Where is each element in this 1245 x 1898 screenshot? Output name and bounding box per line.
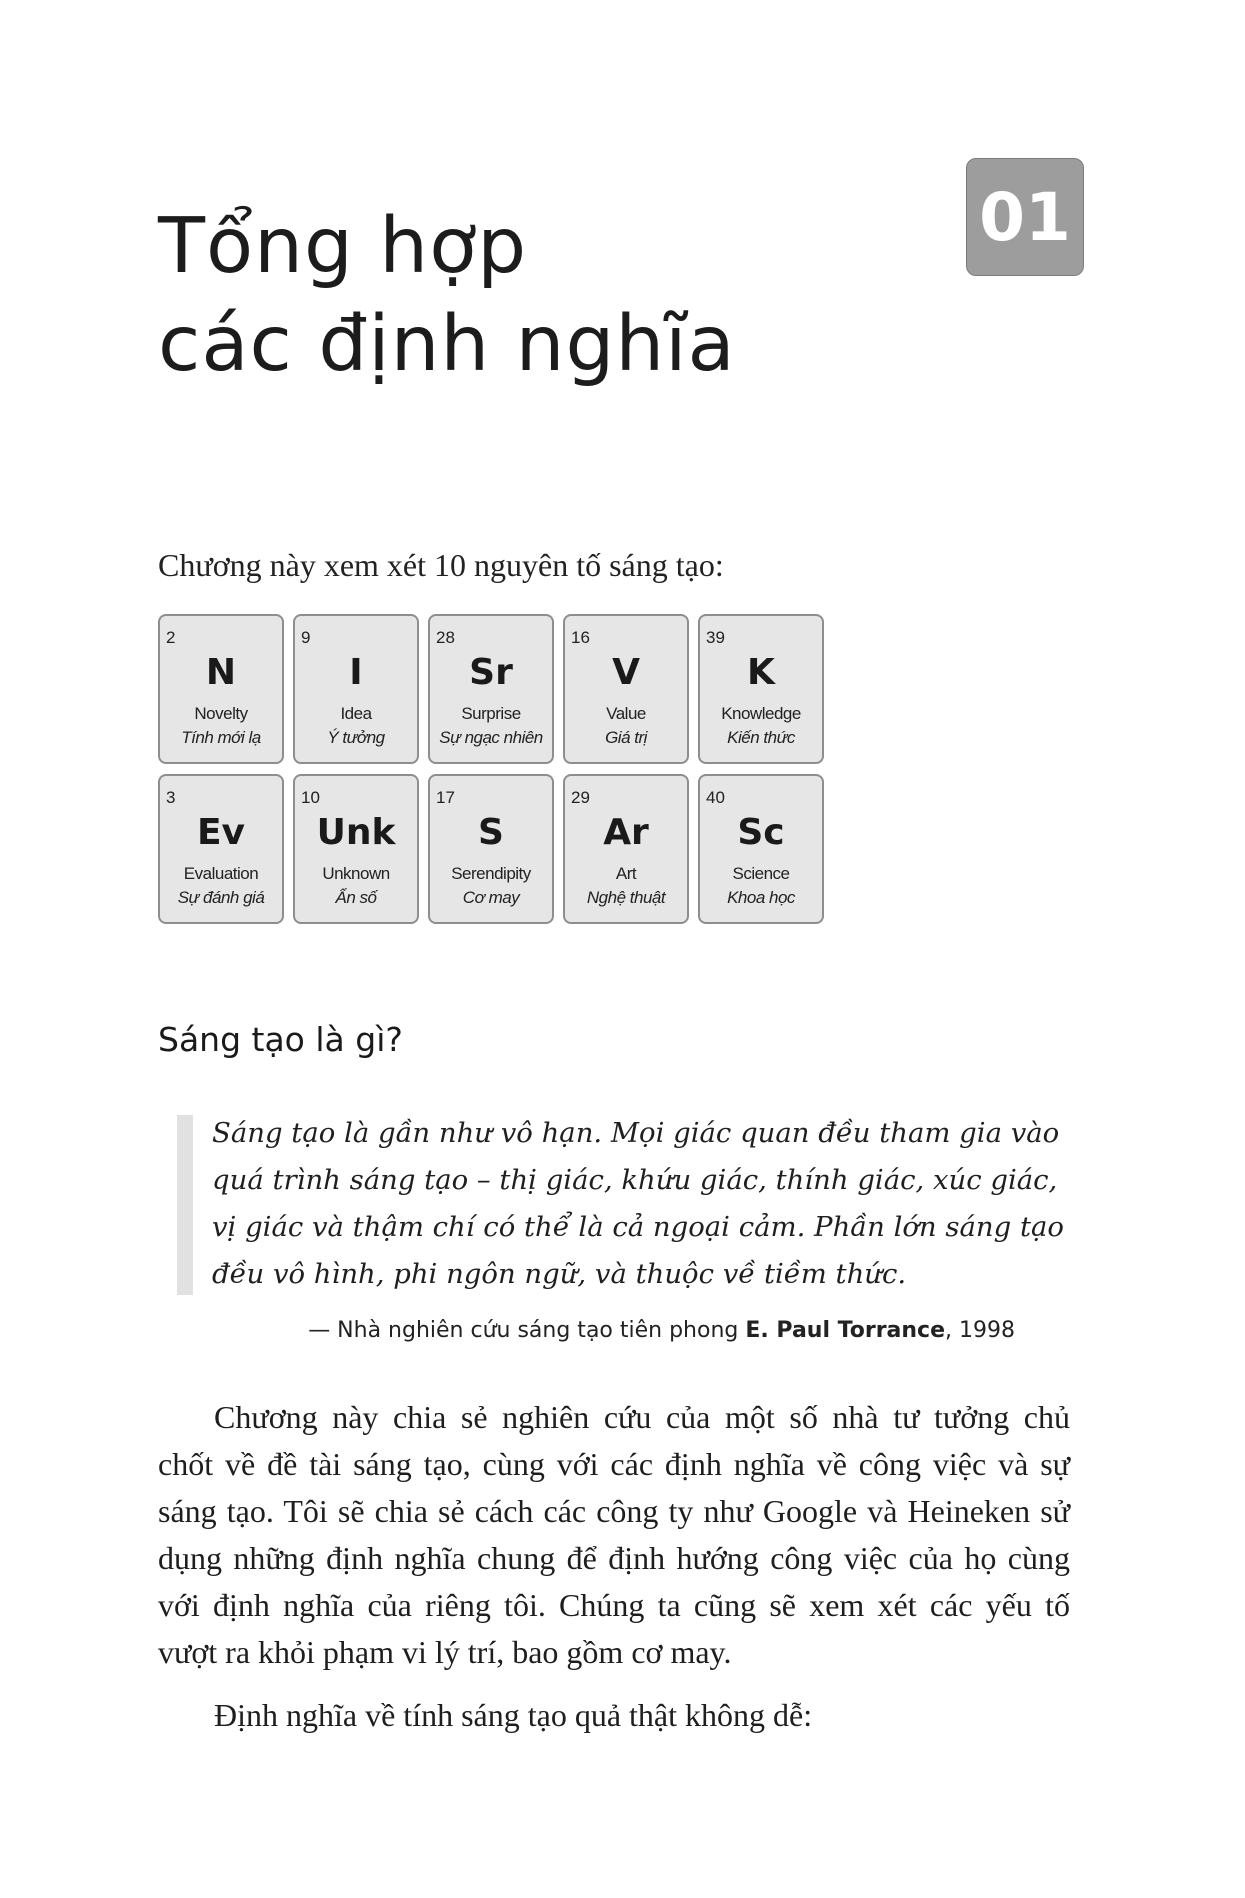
element-number: 39 <box>706 628 725 647</box>
closing-sentence: Định nghĩa về tính sáng tạo quả thật không dễ: <box>214 1697 813 1733</box>
body-line: vượt ra khỏi phạm vi lý trí, bao gồm cơ may. <box>158 1634 732 1670</box>
attribution-author: E. Paul Torrance <box>745 1318 946 1343</box>
element-english-name: Knowledge <box>721 704 801 723</box>
element-vietnamese-name: Khoa học <box>727 888 795 907</box>
body-line: chốt về đề tài sáng tạo, cùng với các định nghĩa về công việc và sự <box>158 1446 1070 1482</box>
element-tile <box>293 774 419 924</box>
quote-line: Sáng tạo là gần như vô hạn. Mọi giác quan đều tham gia vào <box>212 1117 1060 1149</box>
element-tile <box>428 614 554 764</box>
element-number: 28 <box>436 628 455 647</box>
element-vietnamese-name: Giá trị <box>605 728 647 747</box>
element-symbol: Sr <box>469 652 513 693</box>
element-english-name: Surprise <box>461 704 521 723</box>
element-tile <box>563 774 689 924</box>
body-line: dụng những định nghĩa chung để định hướng công việc của họ cùng <box>158 1540 1070 1576</box>
element-tile <box>698 614 824 764</box>
element-tile <box>698 774 824 924</box>
body-line: sáng tạo. Tôi sẽ chia sẻ cách các công ty như Google và Heineken sử <box>158 1493 1070 1529</box>
body-paragraph <box>158 1394 1070 1676</box>
element-symbol: Unk <box>316 812 396 853</box>
epigraph-quote <box>212 1110 1064 1298</box>
chapter-title-line-1: Tổng hợp <box>158 202 528 291</box>
element-number: 17 <box>436 788 455 807</box>
element-english-name: Novelty <box>194 704 248 723</box>
element-vietnamese-name: Ý tưởng <box>327 728 385 747</box>
element-number: 40 <box>706 788 725 807</box>
element-symbol: Ev <box>196 812 246 853</box>
element-vietnamese-name: Kiến thức <box>727 728 795 747</box>
element-number: 3 <box>166 788 176 807</box>
quote-line: quá trình sáng tạo – thị giác, khứu giác, thính giác, xúc giác, <box>212 1164 1058 1196</box>
body-line: Chương này chia sẻ nghiên cứu của một số nhà tư tưởng chủ <box>214 1399 1070 1435</box>
chapter-title <box>158 198 858 394</box>
section-heading: Sáng tạo là gì? <box>158 1020 403 1059</box>
element-number: 10 <box>301 788 320 807</box>
element-vietnamese-name: Ẩn số <box>335 888 377 907</box>
element-symbol: V <box>612 652 640 693</box>
element-number: 29 <box>571 788 590 807</box>
element-vietnamese-name: Cơ may <box>462 888 520 907</box>
element-symbol: Ar <box>603 812 649 853</box>
quote-line: đều vô hình, phi ngôn ngữ, và thuộc về tiềm thức. <box>212 1258 907 1290</box>
element-symbol: K <box>747 652 775 693</box>
element-symbol: I <box>349 652 363 693</box>
element-english-name: Art <box>615 864 637 883</box>
element-symbol: Sc <box>737 812 785 853</box>
element-number: 2 <box>166 628 176 647</box>
element-tile <box>428 774 554 924</box>
attribution-year: , 1998 <box>945 1318 1015 1343</box>
quote-line: vị giác và thậm chí có thể là cả ngoại cảm. Phần lớn sáng tạo <box>212 1211 1064 1243</box>
element-vietnamese-name: Sự đánh giá <box>177 888 265 907</box>
body-line: với định nghĩa của riêng tôi. Chúng ta cũng sẽ xem xét các yếu tố <box>158 1587 1070 1623</box>
element-english-name: Science <box>732 864 790 883</box>
intro-sentence: Chương này xem xét 10 nguyên tố sáng tạo: <box>158 547 724 583</box>
element-tile <box>563 614 689 764</box>
element-number: 9 <box>301 628 311 647</box>
creativity-elements-grid <box>158 614 828 928</box>
chapter-number-badge: 01 <box>966 158 1084 276</box>
element-vietnamese-name: Sự ngạc nhiên <box>439 728 543 747</box>
element-vietnamese-name: Tính mới lạ <box>181 728 261 747</box>
quote-attribution <box>308 1318 1015 1343</box>
element-english-name: Serendipity <box>451 864 531 883</box>
element-vietnamese-name: Nghệ thuật <box>586 888 666 907</box>
element-number: 16 <box>571 628 590 647</box>
element-symbol: N <box>205 652 237 693</box>
attribution-prefix: — Nhà nghiên cứu sáng tạo tiên phong <box>308 1318 746 1343</box>
element-english-name: Idea <box>340 704 372 723</box>
quote-bar <box>177 1115 193 1295</box>
element-tile <box>293 614 419 764</box>
chapter-title-line-2: các định nghĩa <box>158 300 736 389</box>
element-english-name: Value <box>606 704 646 723</box>
element-tile <box>158 774 284 924</box>
element-english-name: Evaluation <box>183 864 259 883</box>
element-symbol: S <box>478 812 504 853</box>
element-tile <box>158 614 284 764</box>
element-english-name: Unknown <box>322 864 390 883</box>
